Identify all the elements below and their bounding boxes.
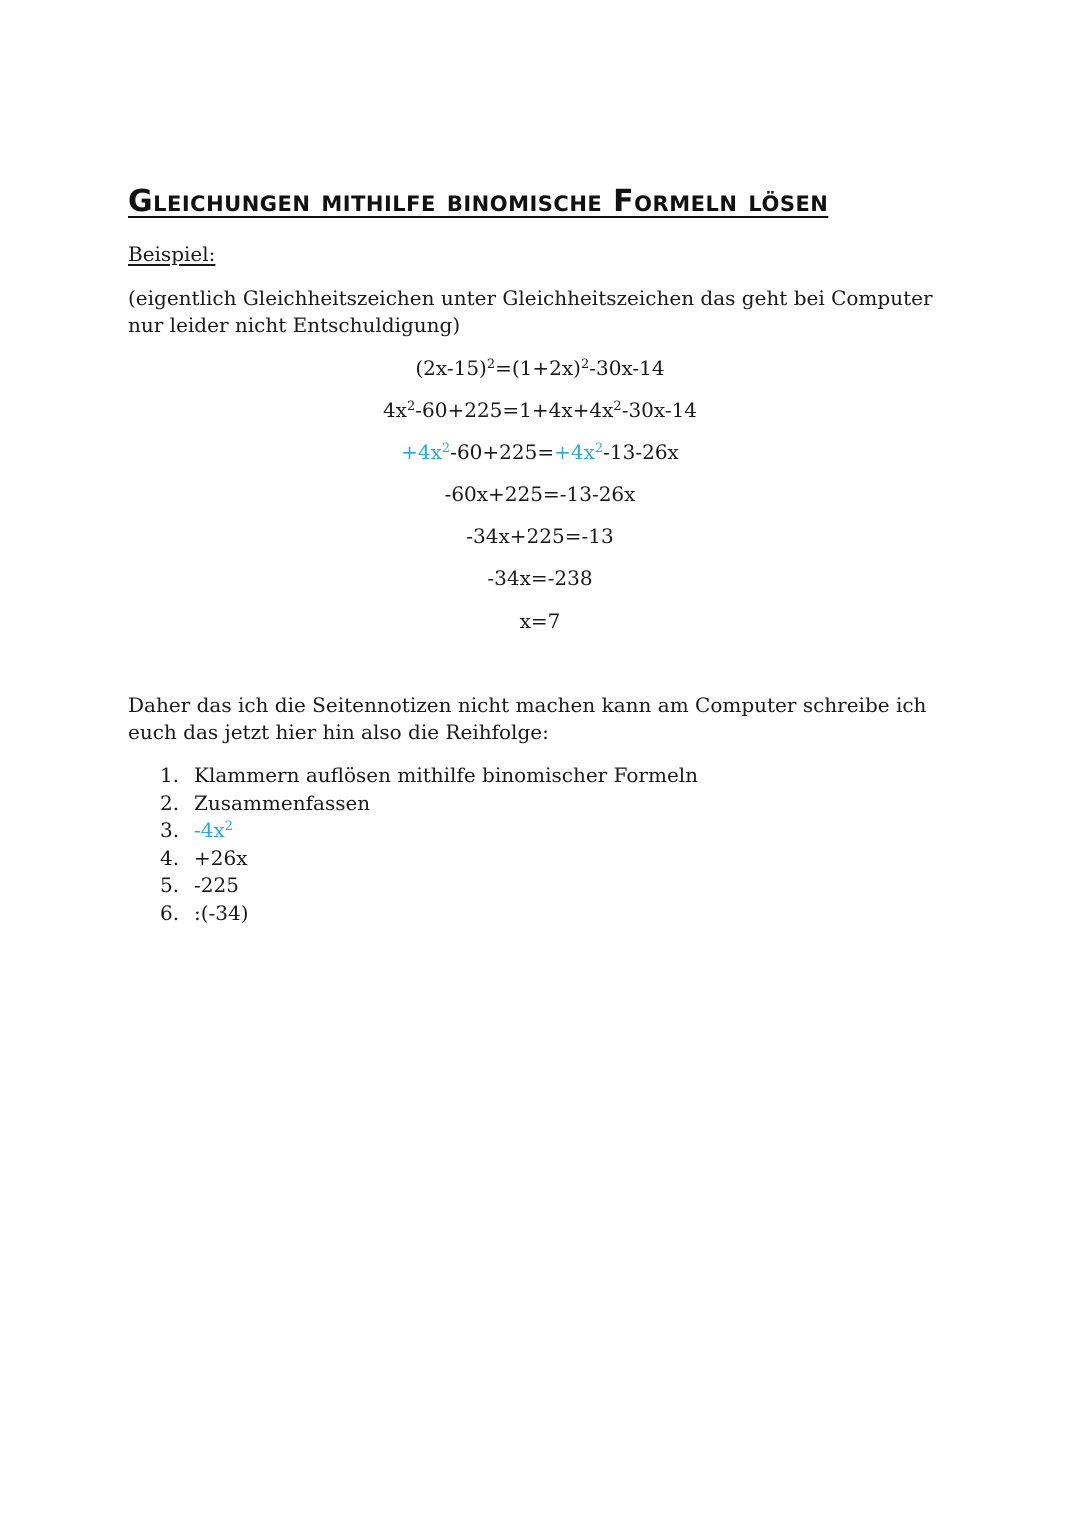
list-number: 1.	[160, 763, 180, 787]
equation-line-3: $+4x^2-60+225=+4x^2-13-26x$	[401, 440, 679, 464]
list-item	[160, 817, 698, 845]
equation-line-7: x=7	[519, 609, 561, 633]
page-title: Gleichungen mithilfe binomische Formeln lösen	[128, 184, 829, 219]
equation-line-2: $4x^2-60+225=1+4x+4x^2-30x-14$	[382, 398, 698, 422]
list-number: 3.	[160, 818, 180, 842]
equation-line-5: -34x+225=-13	[466, 524, 614, 548]
list-item	[160, 790, 698, 818]
list-text: :(-34)	[194, 900, 249, 925]
list-number: 6.	[160, 900, 180, 925]
list-item	[160, 762, 698, 790]
equation-line-1: $(2x-15)^2=(1+2x)^2-30x-14$	[415, 356, 665, 380]
equation-line-6: -34x=-238	[487, 566, 593, 590]
list-item	[160, 872, 698, 900]
note-paragraph: (eigentlich Gleichheitszeichen unter Gleichheitszeichen das geht bei Computer nur leider nicht Entschuldigung)	[128, 286, 933, 337]
list-text: +26x	[194, 845, 248, 870]
list-text: $-4x^2$	[194, 818, 234, 842]
example-label: Beispiel:	[128, 242, 216, 266]
list-item	[160, 900, 698, 928]
list-text: Klammern auflösen mithilfe binomischer Formeln	[194, 763, 699, 787]
steps-list	[160, 762, 698, 927]
equation-line-4: -60x+225=-13-26x	[444, 482, 636, 506]
list-item	[160, 845, 698, 873]
list-number: 4.	[160, 845, 180, 870]
list-number: 5.	[160, 873, 180, 897]
list-text: -225	[194, 873, 239, 897]
explanation-paragraph: Daher das ich die Seitennotizen nicht machen kann am Computer schreibe ich euch das jetzt hier hin also die Reihfolge:	[128, 693, 927, 744]
list-text: Zusammenfassen	[194, 790, 371, 815]
list-number: 2.	[160, 790, 180, 815]
